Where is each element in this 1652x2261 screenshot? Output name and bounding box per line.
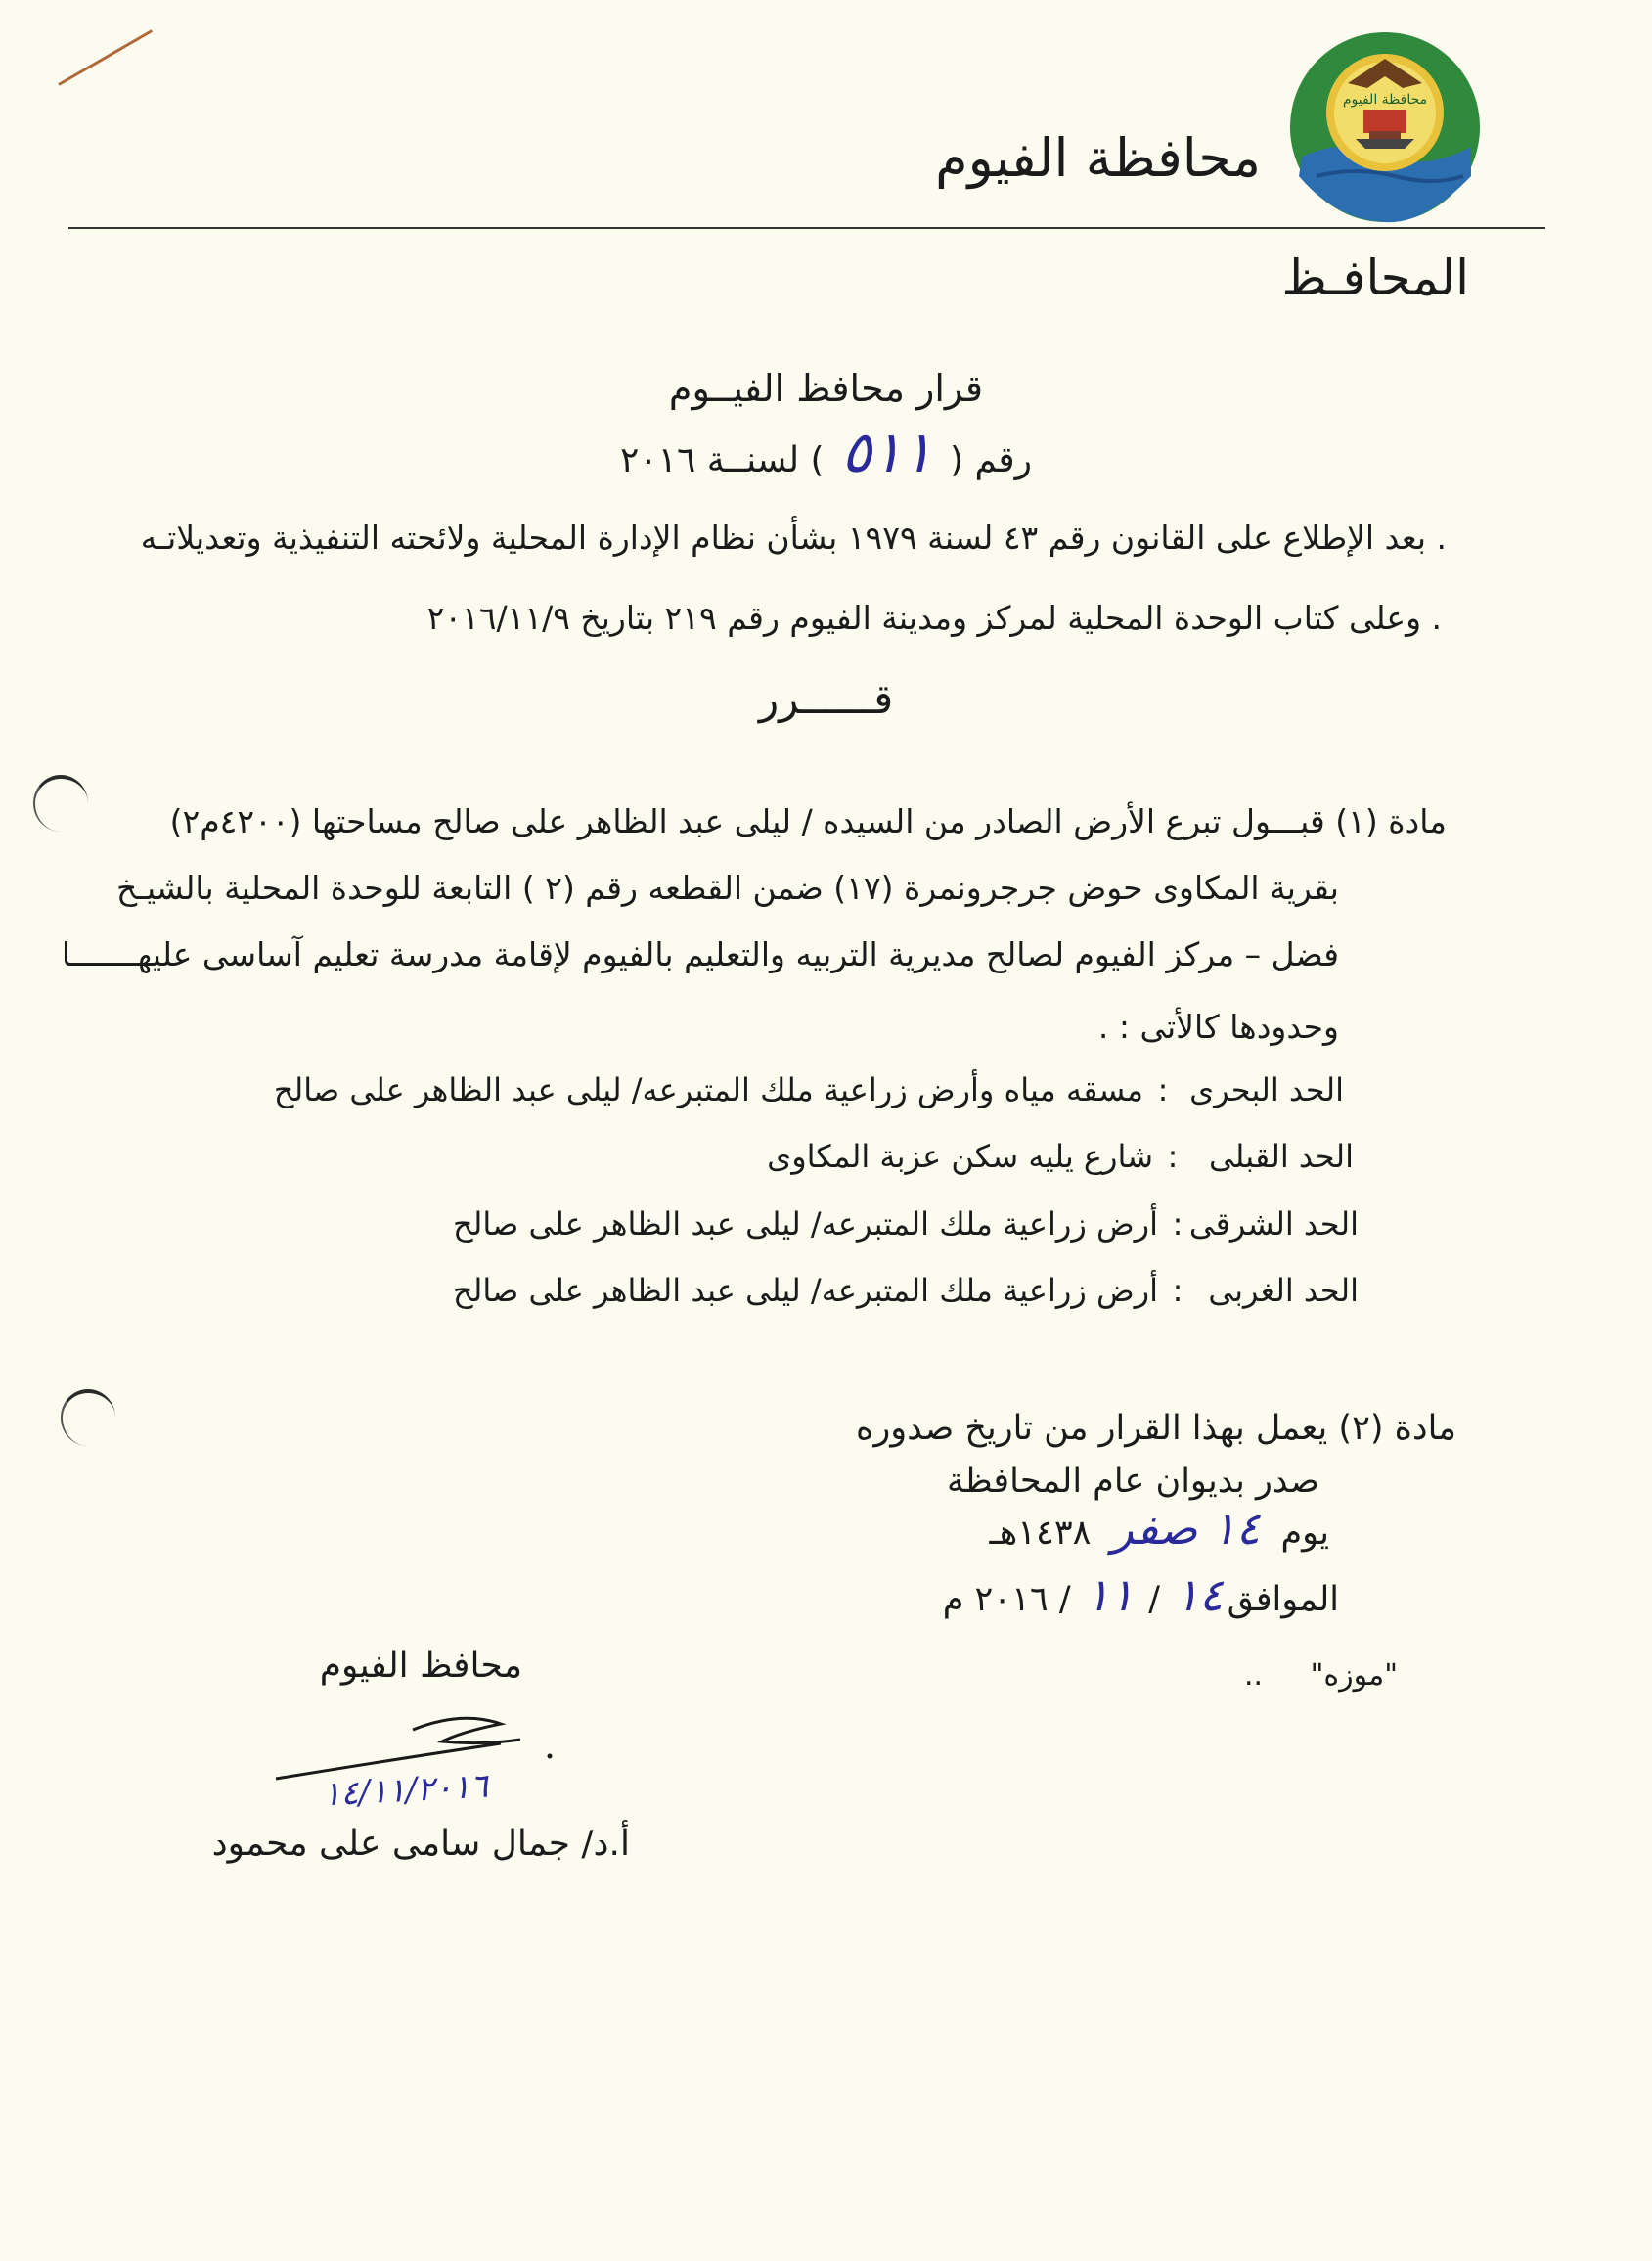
pen-mark: [58, 29, 153, 86]
office-title: المحافـظ: [1281, 249, 1469, 306]
typist-dots: ..: [1244, 1658, 1264, 1693]
boundary-separator: :: [1172, 1272, 1183, 1309]
boundary-name: الحد القبلى: [1208, 1138, 1354, 1175]
hijri-day-handwritten: ١٤ صفر: [1111, 1502, 1261, 1555]
signatory-name: أ.د/ جمال سامى على محمود: [211, 1824, 630, 1864]
match-label: الموافق: [1227, 1580, 1339, 1619]
decree-title: قرار محافظ الفيــوم: [668, 367, 984, 410]
hijri-date-line: [990, 1502, 1329, 1555]
decree-number-handwritten: ٥١١: [841, 419, 933, 485]
preamble-line: . وعلى كتاب الوحدة المحلية لمركز ومدينة الفيوم رقم ٢١٩ بتاريخ ٢٠١٦/١١/٩: [426, 599, 1442, 637]
boundary-row: [453, 1272, 1359, 1309]
governorate-emblem-icon: [1287, 29, 1483, 225]
boundary-value: شارع يليه سكن عزبة المكاوى: [767, 1138, 1153, 1175]
typist-name: "موزه": [1310, 1658, 1398, 1693]
punch-hole: [61, 1389, 115, 1446]
signatory-title: محافظ الفيوم: [319, 1646, 522, 1686]
boundary-separator: :: [1167, 1138, 1179, 1175]
boundary-separator: :: [1172, 1205, 1183, 1243]
gregorian-day-handwritten: ١٤: [1175, 1568, 1224, 1621]
article1-line: بقرية المكاوى حوض جرجرونمرة (١٧) ضمن القطعه رقم (٢ ) التابعة للوحدة المحلية بالشيـخ: [115, 869, 1339, 907]
boundary-row: [767, 1138, 1354, 1175]
decree-number-suffix: ) لسنــة ٢٠١٦: [619, 440, 825, 480]
boundary-value: أرض زراعية ملك المتبرعه/ ليلى عبد الظاهر على صالح: [452, 1205, 1158, 1243]
issued-line: صدر بديوان عام المحافظة: [946, 1462, 1319, 1501]
boundary-row: [274, 1071, 1344, 1108]
governorate-name: محافظة الفيوم: [935, 127, 1261, 189]
header-divider: [68, 227, 1545, 229]
boundary-name: الحد الغربى: [1208, 1272, 1359, 1309]
decree-number-prefix: رقم (: [949, 440, 1033, 480]
punch-hole: [33, 775, 88, 832]
article1-line: فضل – مركز الفيوم لصالح مديرية التربيه والتعليم بالفيوم لإقامة مدرسة تعليم آساسى عليهـــــــا: [61, 935, 1339, 973]
day-label: يوم: [1280, 1514, 1329, 1553]
boundary-name: الحد البحرى: [1189, 1071, 1344, 1108]
gregorian-year: ٢٠١٦ م: [942, 1580, 1049, 1619]
boundary-value: مسقه مياه وأرض زراعية ملك المتبرعه/ ليلى عبد الظاهر على صالح: [273, 1071, 1143, 1108]
boundary-value: أرض زراعية ملك المتبرعه/ ليلى عبد الظاهر على صالح: [452, 1272, 1158, 1309]
gregorian-month-handwritten: ١١: [1085, 1568, 1135, 1621]
preamble-line: . بعد الإطلاع على القانون رقم ٤٣ لسنة ١٩٧٩ بشأن نظام الإدارة المحلية ولائحته التنفيذية وتعديلاتـه: [140, 519, 1447, 557]
hijri-year: ١٤٣٨هـ: [989, 1514, 1092, 1553]
signature-date: ١٤/١١/٢٠١٦: [322, 1766, 489, 1815]
boundary-name: الحد الشرقى: [1188, 1205, 1359, 1243]
boundary-row: [453, 1205, 1359, 1243]
boundary-separator: :: [1157, 1071, 1169, 1108]
article1-line: مادة (١) قبـــول تبرع الأرض الصادر من السيده / ليلى عبد الظاهر على صالح مساحتها (٤٢٠٠م٢): [169, 802, 1447, 840]
decree-number-line: [0, 419, 1652, 485]
gregorian-date-line: الموافق١٤ / ١١ / ٢٠١٦ م: [942, 1568, 1339, 1621]
article2-text: مادة (٢) يعمل بهذا القرار من تاريخ صدوره: [856, 1409, 1456, 1448]
article1-line: وحدودها كالأتى : .: [1097, 1008, 1339, 1046]
decided-heading: قــــــرر: [758, 675, 894, 723]
emblem-text: محافظة الفيوم: [1342, 92, 1428, 108]
